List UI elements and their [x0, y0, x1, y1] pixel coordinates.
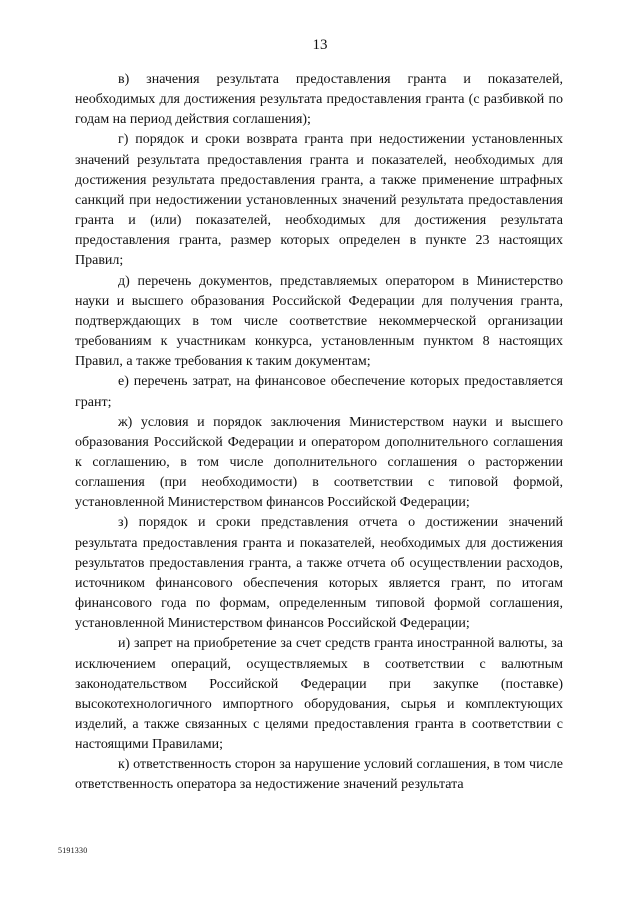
paragraph-e: е) перечень затрат, на финансовое обеспечение которых предоставляется грант; — [75, 374, 563, 410]
paragraph-i: и) запрет на приобретение за счет средств гранта иностранной валюты, за исключением операций, осуществляемых в соответствии с валютным законодательством Российской Федерации при закупке (поставке) высокотехнологичного импортного оборудования, сырья и комплектующих изделий, а также связанных с целями предоставления гранта в соответствии с настоящими Правилами; — [75, 636, 563, 753]
document-body — [75, 70, 563, 796]
paragraph-k: к) ответственность сторон за нарушение условий соглашения, в том числе ответственность оператора за недостижение значений результата — [75, 757, 563, 793]
paragraph-z: з) порядок и сроки представления отчета о достижении значений результата предоставления гранта и показателей, необходимых для достижения результатов предоставления гранта, а также отчета об осуществлении расходов, источником финансового обеспечения которых является грант, по итогам финансового года по формам, определенным типовой формой соглашения, установленной Министерством финансов Российской Федерации; — [75, 515, 563, 632]
paragraph-v: в) значения результата предоставления гранта и показателей, необходимых для достижения результата предоставления гранта (с разбивкой по годам на период действия соглашения); — [75, 72, 563, 128]
document-code: 5191330 — [58, 846, 88, 855]
page-number: 13 — [312, 37, 328, 53]
paragraph-d: д) перечень документов, представляемых оператором в Министерство науки и высшего образования Российской Федерации для получения гранта, подтверждающих в том числе соответствие некоммерческой организации требованиям к участникам конкурса, установленным пунктом 8 настоящих Правил, а также требования к таким документам; — [75, 273, 563, 370]
paragraph-zh: ж) условия и порядок заключения Министерством науки и высшего образования Российской Федерации и оператором дополнительного соглашения к соглашению, в том числе дополнительного соглашения о расторжении соглашения (при необходимости) в соответствии с типовой формой, установленной Министерством финансов Российской Федерации; — [75, 414, 563, 511]
paragraph-g: г) порядок и сроки возврата гранта при недостижении установленных значений результата предоставления гранта и показателей, необходимых для достижения результата предоставления гранта, а также применение штрафных санкций при недостижении установленных значений результата предоставления гранта и (или) показателей, необходимых для достижения результата предоставления гранта, размер которых определен в пункте 23 настоящих Правил; — [75, 132, 563, 269]
